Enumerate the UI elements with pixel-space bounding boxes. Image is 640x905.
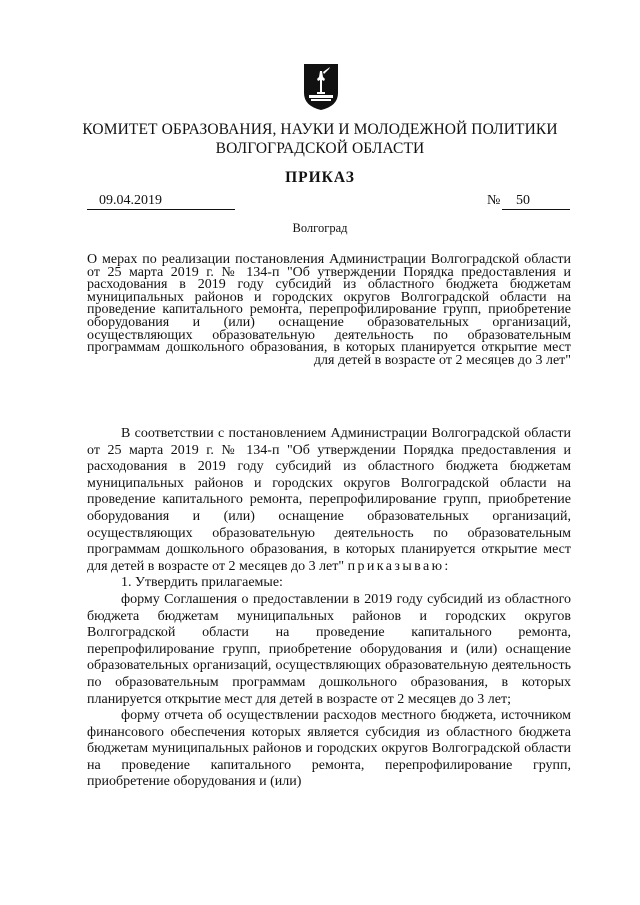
document-subject-last-line: для детей в возрасте от 2 месяцев до 3 лет" — [313, 352, 571, 368]
body-item-1: 1. Утвердить прилагаемые: — [121, 575, 283, 591]
document-body — [87, 426, 571, 791]
document-subject-text: О мерах по реализации постановления Администрации Волгоградской области от 25 марта 2019 г. № 134-п "Об утверждении Порядка предоставления и расходования в 2019 году субсидий из областного бюджета бюджетам муниципальных районов и городских округов Волгоградской области на проведение капитального ремонта, перепрофилирование групп, приобретение оборудования и (или) оснащение образовательных организаций, осуществляющих образовательную деятельность по образовательным программам дошкольного образования, в которых планируется открытие мест — [87, 252, 571, 356]
document-date: 09.04.2019 — [87, 193, 235, 210]
document-type-title: ПРИКАЗ — [285, 169, 355, 186]
document-number: 50 — [502, 193, 570, 210]
document-number-label: № — [487, 193, 501, 208]
body-paragraph-agreement-form: форму Соглашения о предоставлении в 2019 году субсидий из областного бюджета бюджетам муниципальных районов и городских округов Волгоградской области на проведение капитального ремонта, перепрофилирование групп, приобретение оборудования и (или) оснащение образовательных организаций, осуществляющих образовательную деятельность по образовательным программам дошкольного образования, в которых планируется открытие мест для детей в возрасте от 2 месяцев до 3 лет; — [87, 591, 571, 707]
organization-name-line2: ВОЛГОГРАДСКОЙ ОБЛАСТИ — [215, 140, 425, 157]
document-city: Волгоград — [292, 221, 348, 235]
organization-name-line1: КОМИТЕТ ОБРАЗОВАНИЯ, НАУКИ И МОЛОДЕЖНОЙ ПОЛИТИКИ — [82, 121, 558, 138]
body-paragraph-report-form: форму отчета об осуществлении расходов местного бюджета, источником финансового обеспечения которых является субсидия из областного бюджета бюджетам муниципальных районов и городских округов Волгоградской области на проведение капитального ремонта, перепрофилирование групп, приобретение оборудования и (или) — [87, 708, 571, 790]
document-subject — [87, 254, 571, 367]
body-paragraph-basis — [87, 426, 571, 575]
organization-name — [40, 120, 600, 158]
order-word: приказываю: — [347, 558, 451, 574]
coat-of-arms-icon — [303, 63, 339, 111]
body-paragraph-basis-text: В соответствии с постановлением Администрации Волгоградской области от 25 марта 2019 г. № 134-п "Об утверждении Порядка предоставления и расходования в 2019 году субсидий из областного бюджета бюджетам муниципальных районов и городских округов Волгоградской области на проведение капитального ремонта, перепрофилирование групп, приобретение оборудования и (или) оснащение образовательных организаций, осуществляющих образовательную деятельность по образовательным программам дошкольного образования, в которых планируется открытие мест для детей в возрасте от 2 месяцев до 3 лет" — [87, 426, 571, 574]
